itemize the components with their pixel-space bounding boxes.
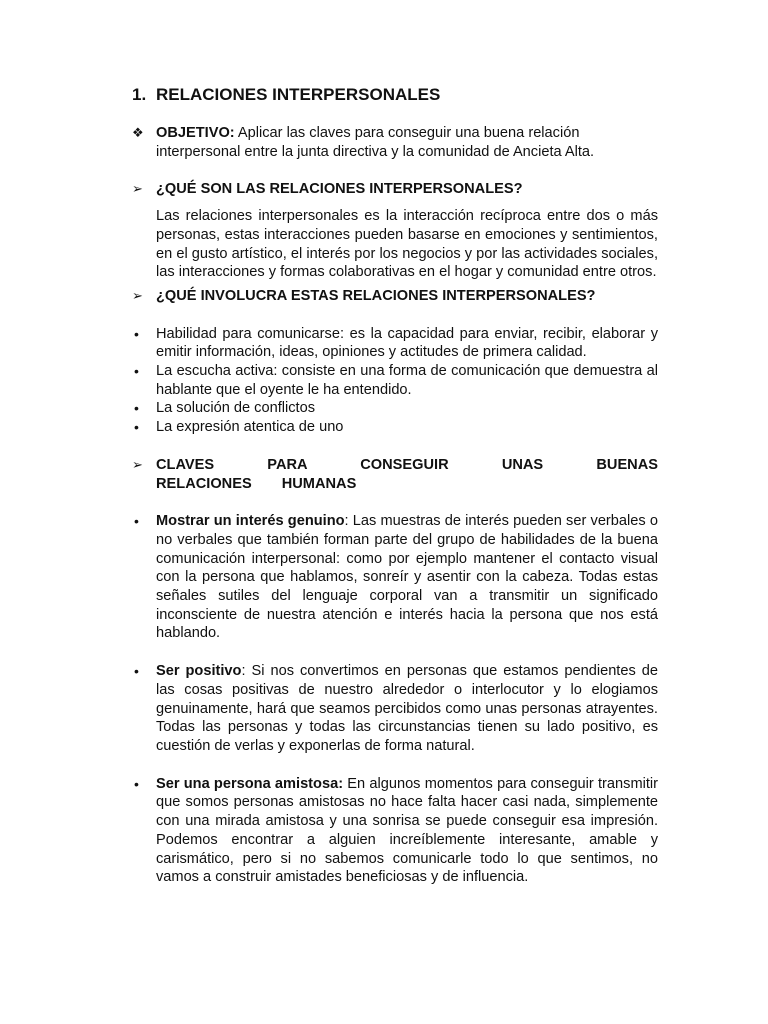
key-label: Ser positivo (156, 663, 242, 680)
list-item (132, 325, 658, 362)
list-item-text: Habilidad para comunicarse: es la capacidad para enviar, recibir, elaborar y emitir información, ideas, opiniones y actitudes de primera calidad. (156, 325, 658, 361)
arrow-bullet-icon: ➢ (132, 181, 143, 197)
round-bullet-icon: • (134, 775, 139, 792)
key-text: : Si nos convertimos en personas que estamos pendientes de las cosas positivas de nuestro alrededor o interlocutor y lo elogiamos genuinamente, hará que seamos percibidos como unas personas atrayentes. Todas las personas y todas las circunstancias tienen su lado positivo, es cuestión de verlas y exponerlas de forma natural. (156, 663, 658, 754)
section1-heading-row (132, 180, 658, 199)
arrow-bullet-icon: ➢ (132, 287, 143, 303)
key-text-block (156, 775, 658, 887)
objetivo-text-block (156, 124, 658, 161)
key-item (132, 662, 658, 756)
title-text: RELACIONES INTERPERSONALES (156, 85, 441, 104)
list-item (132, 418, 658, 437)
key-item (132, 775, 658, 887)
section1-paragraph: Las relaciones interpersonales es la interacción recíproca entre dos o más personas, estas interacciones pueden basarse en emociones y sentimientos, en el gusto artístico, el interés por los negocios y por las actividades sociales, las interacciones y formas colaborativas en el hogar y comunidad entre otros. (156, 208, 658, 281)
key-text: En algunos momentos para conseguir transmitir que somos personas amistosas no hace falta hacer casi nada, simplemente con una mirada amistosa y una sonrisa se puede conseguir esa impresión. Podemos encontrar a alguien increíblemente interesante, amable y carismático, pero si no sabemos comunicarle todo lo que sentimos, no vamos a construir amistades beneficiosas y de influencia. (156, 775, 658, 886)
key-text-block (156, 662, 658, 756)
document-content (132, 84, 658, 887)
round-bullet-icon: • (134, 513, 139, 530)
objetivo-text: Aplicar las claves para conseguir una buena relación interpersonal entre la junta directiva y la comunidad de Ancieta Alta. (156, 125, 595, 160)
list-item (132, 362, 658, 399)
section1-heading: ¿QUÉ SON LAS RELACIONES INTERPERSONALES? (156, 181, 523, 198)
objetivo-label: OBJETIVO: (156, 125, 235, 141)
key-item (132, 512, 658, 643)
list-item-text: La solución de conflictos (156, 400, 316, 417)
list-item-text: La expresión atentica de uno (156, 419, 344, 436)
objetivo-item (132, 124, 658, 161)
section2-heading-row (132, 287, 658, 306)
round-bullet-icon: • (134, 363, 139, 380)
round-bullet-icon: • (134, 663, 139, 680)
key-text: : Las muestras de interés pueden ser verbales o no verbales que también forman parte del grupo de habilidades de la buena comunicación interpersonal: como por ejemplo mantener el contacto visual con la persona que hablamos, sonreír y asentir con la cabeza. Todas estas señales sutiles del lenguaje corporal van a transmitir un significado inconsciente de nuestra atención e interés hacia la persona que nos está hablando. (156, 513, 658, 642)
round-bullet-icon: • (134, 419, 139, 436)
section3-heading: CLAVES PARA CONSEGUIR UNAS BUENAS RELACIONES HUMANAS (156, 456, 658, 492)
list-item (132, 399, 658, 418)
section2-heading: ¿QUÉ INVOLUCRA ESTAS RELACIONES INTERPERSONALES? (156, 287, 596, 304)
key-label: Mostrar un interés genuino (156, 513, 345, 530)
arrow-bullet-icon: ➢ (132, 456, 143, 472)
section3-heading-row (132, 456, 658, 493)
document-title (132, 84, 658, 106)
key-label: Ser una persona amistosa: (156, 775, 344, 792)
round-bullet-icon: • (134, 400, 139, 417)
diamond-bullet-icon: ❖ (132, 125, 144, 140)
list-item-text: La escucha activa: consiste en una forma de comunicación que demuestra al hablante que el oyente le ha entendido. (156, 363, 658, 398)
round-bullet-icon: • (134, 325, 139, 342)
title-number: 1. (132, 85, 147, 104)
key-text-block (156, 512, 658, 643)
